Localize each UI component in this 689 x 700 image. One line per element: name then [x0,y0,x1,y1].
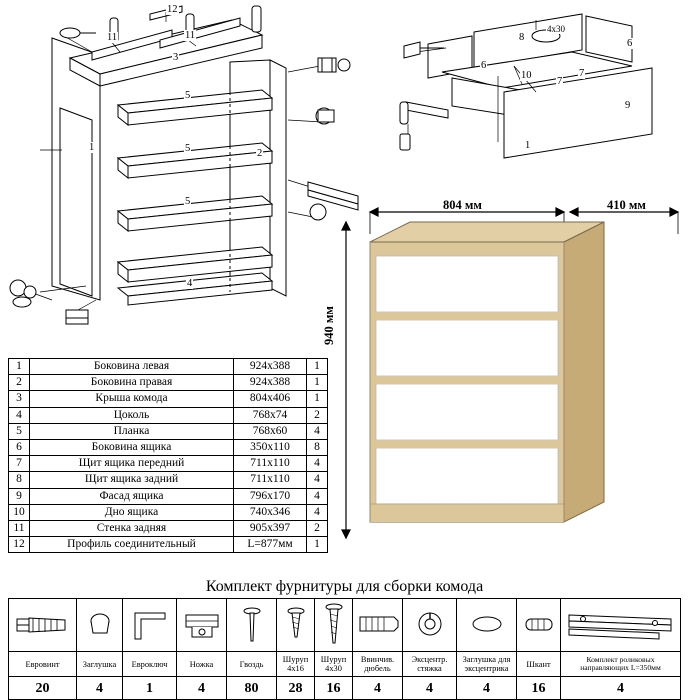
hardware-name-cell [561,652,681,677]
cap-icon [80,601,120,647]
hardware-name: Эксцентр. [411,655,448,664]
hardware-name: Комплект роликовых [586,654,655,664]
hardware-name-2: стяжка [417,664,442,673]
hardware-name: Заглушка для [462,655,511,664]
hardware-name-cell [227,652,277,677]
part-qty: 2 [307,521,328,537]
table-row [9,488,328,504]
dimension-height-label: 940 мм [322,306,336,345]
part-name: Щит ящика задний [30,472,234,488]
part-name: Профиль соединительный [30,537,234,553]
part-qty: 2 [307,407,328,423]
callout-4: 4 [187,278,193,289]
part-size: 804х406 [234,391,307,407]
hardware-qty-cell: 4 [403,677,457,700]
part-size: 924х388 [234,359,307,375]
part-size: L=877мм [234,537,307,553]
part-number: 6 [9,440,30,456]
hardware-name-cell [177,652,227,677]
part-number: 7 [9,456,30,472]
hardware-name-2: 4х16 [287,664,304,673]
callout-12: 12 [167,4,178,15]
drawer-label-7-b: 7 [579,68,585,79]
dimension-width-label: 804 мм [443,198,482,212]
hardware-name: Евровинт [25,659,60,669]
leg-icon [178,601,226,647]
hardware-qty-cell: 4 [457,677,517,700]
hardware-qty-cell: 4 [561,677,681,700]
part-number: 10 [9,504,30,520]
table-row [9,440,328,456]
table-row [9,375,328,391]
table-row [9,504,328,520]
hardware-name: Заглушка [82,659,117,669]
hardware-name: Гвоздь [239,659,264,669]
table-row [9,423,328,439]
drawer-label-7-a: 7 [557,76,563,87]
part-qty: 4 [307,456,328,472]
part-name: Планка [30,423,234,439]
euro-key-icon [125,601,175,647]
nail-icon [229,601,275,647]
hardware-name-cell [277,652,315,677]
drawer-label-9: 9 [625,100,631,111]
hardware-icon-cell [123,599,177,652]
hardware-qty-cell: 80 [227,677,277,700]
part-number: 5 [9,423,30,439]
dimension-depth-label: 410 мм [607,198,646,212]
part-name: Крыша комода [30,391,234,407]
hardware-icon-cell [403,599,457,652]
hardware-icon-cell [457,599,517,652]
hardware-name: Ножка [189,659,214,669]
part-size: 740х346 [234,504,307,520]
part-name: Боковина ящика [30,440,234,456]
hardware-icon-cell [315,599,353,652]
hardware-kit-title: Комплект фурнитуры для сборки комода [205,578,484,595]
dowel-icon [354,601,402,647]
part-number: 2 [9,375,30,391]
hardware-name-2: направляющих L=350мм [580,663,661,672]
table-row [9,456,328,472]
part-name: Боковина правая [30,375,234,391]
hardware-qty-cell: 16 [517,677,561,700]
part-qty: 1 [307,359,328,375]
part-number: 12 [9,537,30,553]
hardware-name-cell [457,652,517,677]
hardware-qty-cell: 28 [277,677,315,700]
euro-screw-icon [13,601,73,647]
part-size: 924х388 [234,375,307,391]
hardware-name: Шуруп [320,655,347,664]
hardware-kit-table [8,598,681,700]
callout-5-b: 5 [185,143,191,154]
part-name: Фасад ящика [30,488,234,504]
cam-lock-icon [405,601,455,647]
part-size: 768х74 [234,407,307,423]
table-row [9,537,328,553]
part-size: 711х110 [234,472,307,488]
hardware-qty-cell: 16 [315,677,353,700]
callout-11-left: 11 [107,32,118,43]
hardware-name-cell [353,652,403,677]
hardware-icon-cell [9,599,77,652]
hardware-qty-cell: 4 [177,677,227,700]
table-row [9,359,328,375]
hardware-icon-cell [77,599,123,652]
hardware-name-2: дюбель [364,664,391,673]
drawer-assembly-diagram [386,6,686,166]
part-name: Боковина левая [30,359,234,375]
callout-1: 1 [89,142,95,153]
part-number: 1 [9,359,30,375]
hardware-name-2: эксцентрика [464,664,509,673]
part-qty: 1 [307,391,328,407]
hardware-icon-cell [561,599,681,652]
hardware-qty-cell: 1 [123,677,177,700]
cabinet-dimension-drawing [318,190,689,560]
table-row [9,407,328,423]
hardware-icon-cell [277,599,315,652]
hardware-icon-cell [177,599,227,652]
hardware-name-cell [315,652,353,677]
part-size: 350х110 [234,440,307,456]
part-qty: 1 [307,537,328,553]
dowel-pin-icon [518,601,560,647]
table-row [9,472,328,488]
screw-4x30-icon [317,601,351,647]
callout-2: 2 [257,148,263,159]
hardware-icon-cell [227,599,277,652]
part-number: 11 [9,521,30,537]
callout-11-right: 11 [185,30,196,41]
hardware-icon-cell [517,599,561,652]
hardware-icon-cell [353,599,403,652]
drawer-label-10: 10 [521,70,532,81]
hardware-name-cell [77,652,123,677]
hardware-name-cell [403,652,457,677]
hardware-name: Шуруп [282,655,309,664]
table-row [9,391,328,407]
hardware-name: Ввинчив. [360,655,395,664]
part-qty: 4 [307,504,328,520]
drawer-label-6-left: 6 [481,60,487,71]
hardware-name-cell [123,652,177,677]
part-number: 9 [9,488,30,504]
drawer-label-1: 1 [525,140,531,151]
drawer-label-4x30: 4x30 [547,24,565,34]
exploded-cabinet-diagram [0,0,360,348]
slide-rail-icon [563,601,679,647]
part-qty: 8 [307,440,328,456]
part-qty: 1 [307,375,328,391]
callout-5-c: 5 [185,196,191,207]
hardware-name-cell [9,652,77,677]
part-size: 796х170 [234,488,307,504]
part-size: 905х397 [234,521,307,537]
drawer-label-8: 8 [519,32,525,43]
part-size: 711х110 [234,456,307,472]
part-qty: 4 [307,472,328,488]
hardware-name: Шкант [526,659,551,669]
callout-3: 3 [173,52,179,63]
hardware-qty-cell: 20 [9,677,77,700]
hardware-name: Евроключ [131,659,168,669]
part-number: 4 [9,407,30,423]
hardware-qty-cell: 4 [77,677,123,700]
part-name: Дно ящика [30,504,234,520]
part-name: Щит ящика передний [30,456,234,472]
part-size: 768х60 [234,423,307,439]
part-number: 8 [9,472,30,488]
part-qty: 4 [307,488,328,504]
callout-5-a: 5 [185,90,191,101]
part-name: Цоколь [30,407,234,423]
hardware-name-cell [517,652,561,677]
table-row [9,521,328,537]
part-name: Стенка задняя [30,521,234,537]
hardware-qty-cell: 4 [353,677,403,700]
part-number: 3 [9,391,30,407]
drawer-label-6-right: 6 [627,38,633,49]
screw-4x16-icon [279,601,313,647]
part-qty: 4 [307,423,328,439]
parts-table [8,358,328,553]
cam-cap-icon [459,601,515,647]
hardware-name-2: 4х30 [325,664,342,673]
